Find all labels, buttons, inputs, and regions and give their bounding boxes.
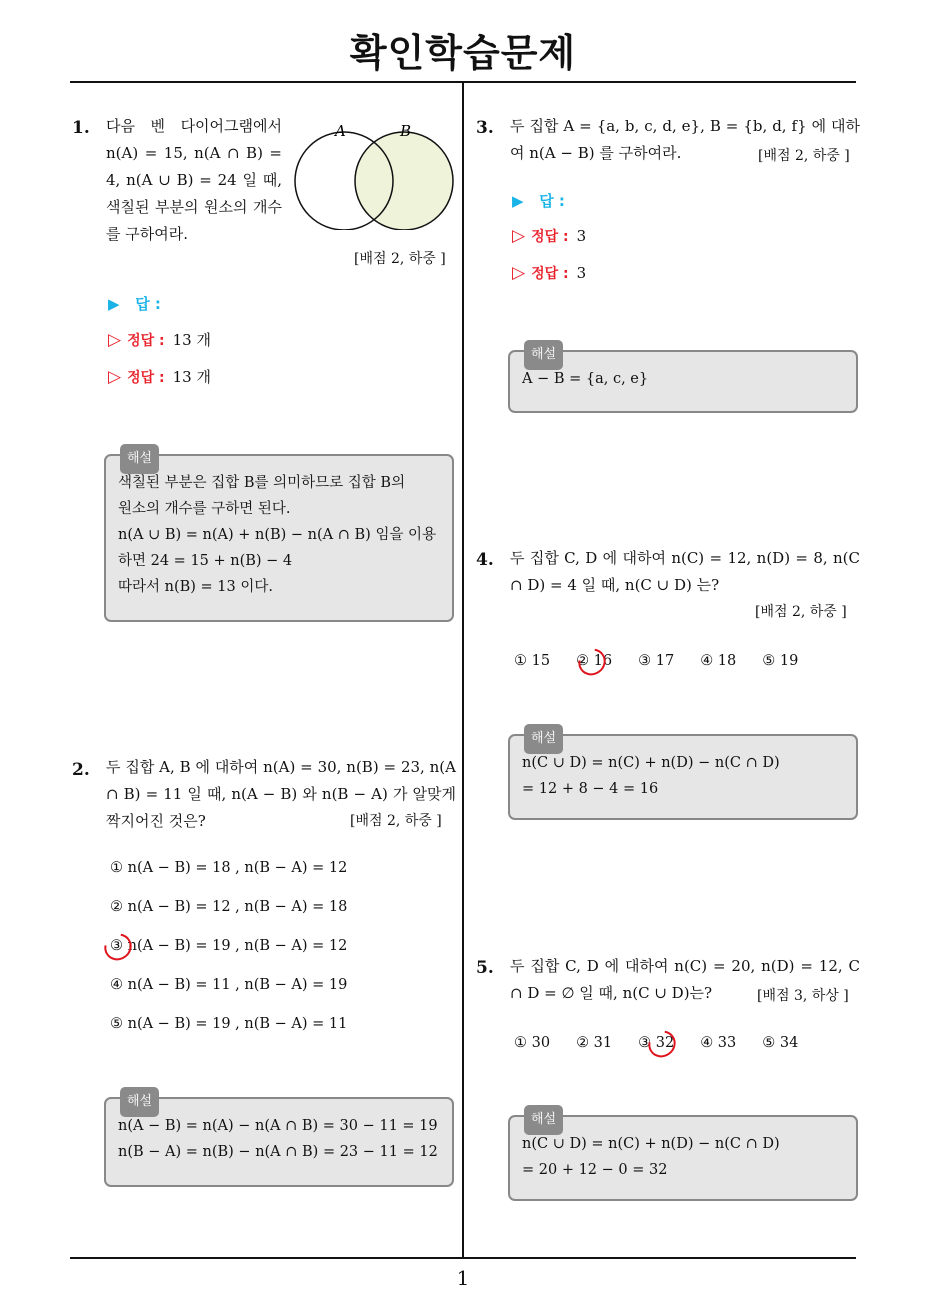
- explanation-tag: 해설: [120, 444, 159, 474]
- correct-value: 13 개: [172, 331, 211, 349]
- option-5: ⑤ 19: [762, 653, 799, 669]
- explanation-box: [508, 731, 858, 820]
- explanation-line: n(A − B) = n(A) − n(A ∩ B) = 30 − 11 = 19: [118, 1118, 438, 1134]
- triangle-icon: ▷: [512, 263, 526, 283]
- venn-label-b: B: [400, 122, 412, 140]
- play-icon: ▶: [512, 192, 524, 210]
- question-number: 1.: [72, 118, 90, 138]
- correct-answer-row: [512, 226, 586, 246]
- explanation-line: n(C ∪ D) = n(C) + n(D) − n(C ∩ D): [522, 755, 780, 771]
- question-number: 4.: [476, 550, 494, 570]
- option-4: ④ n(A − B) = 11 , n(B − A) = 19: [110, 977, 348, 993]
- triangle-icon: ▷: [512, 226, 526, 246]
- points-label: [배점 2, 하중 ]: [755, 604, 847, 620]
- option-5: ⑤ n(A − B) = 19 , n(B − A) = 11: [110, 1016, 348, 1032]
- question-number: 5.: [476, 958, 494, 978]
- play-icon: ▶: [108, 295, 120, 313]
- footer-rule: [70, 1257, 856, 1259]
- correct-value: 3: [576, 264, 587, 282]
- explanation-line: 원소의 개수를 구하면 된다.: [118, 501, 291, 517]
- explanation-box: [508, 347, 858, 413]
- option-4: ④ 33: [700, 1035, 737, 1051]
- question-text: 두 집합 A, B 에 대하여 n(A) = 30, n(B) = 23, n(A ∩ B) = 11 일 때, n(A − B) 와 n(B − A) 가 알맞게 짝지어진 것은?: [106, 758, 456, 830]
- triangle-icon: ▷: [108, 329, 122, 350]
- options-row: [514, 653, 824, 669]
- option-2: ② 31: [576, 1035, 613, 1051]
- explanation-box: [104, 451, 454, 622]
- explanation-line: n(A ∪ B) = n(A) + n(B) − n(A ∩ B) 임을 이용: [118, 527, 437, 543]
- explanation-line: 색칠된 부분은 집합 B를 의미하므로 집합 B의: [118, 475, 406, 491]
- correct-value: 13 개: [172, 368, 211, 386]
- question-text: 다음 벤 다이어그램에서 n(A) = 15, n(A ∩ B) = 4, n(A ∪ B) = 24 일 때, 색칠된 부분의 원소의 개수를 구하여라.: [106, 117, 282, 243]
- question-text: 두 집합 C, D 에 대하여 n(C) = 20, n(D) = 12, C ∩ D = ∅ 일 때, n(C ∪ D)는?: [510, 957, 860, 1002]
- question-number: 3.: [476, 118, 494, 138]
- option-3: ③ 17: [638, 653, 675, 669]
- venn-diagram: [290, 118, 460, 230]
- answer-label: 답 :: [539, 192, 565, 210]
- explanation-line: = 20 + 12 − 0 = 32: [522, 1162, 668, 1178]
- explanation-tag: 해설: [524, 1105, 563, 1135]
- venn-label-a: A: [335, 122, 346, 140]
- explanation-box: [104, 1094, 454, 1187]
- points-label: [배점 2, 하중 ]: [350, 813, 442, 829]
- triangle-icon: ▷: [108, 366, 122, 387]
- option-1: ① 15: [514, 653, 551, 669]
- points-label: [배점 2, 하중 ]: [758, 148, 850, 164]
- question-number: 2.: [72, 760, 90, 780]
- column-divider: [462, 82, 464, 1258]
- explanation-line: n(B − A) = n(B) − n(A ∩ B) = 23 − 11 = 12: [118, 1144, 438, 1160]
- explanation-line: 하면 24 = 15 + n(B) − 4: [118, 553, 293, 569]
- option-2: ② n(A − B) = 12 , n(B − A) = 18: [110, 899, 348, 915]
- selected-mark-icon: [573, 643, 611, 680]
- explanation-box: [508, 1112, 858, 1201]
- answer-row: [108, 293, 161, 314]
- option-4: ④ 18: [700, 653, 737, 669]
- explanation-tag: 해설: [120, 1087, 159, 1117]
- correct-answer-row: [108, 366, 211, 387]
- correct-value: 3: [576, 227, 587, 245]
- question-text: 두 집합 C, D 에 대하여 n(C) = 12, n(D) = 8, n(C ∩ D) = 4 일 때, n(C ∪ D) 는?: [510, 549, 860, 594]
- correct-answer-row: [108, 329, 211, 350]
- option-1: ① 30: [514, 1035, 551, 1051]
- correct-label: 정답 :: [127, 332, 165, 349]
- explanation-tag: 해설: [524, 724, 563, 754]
- correct-label: 정답 :: [531, 229, 569, 245]
- correct-answer-row: [512, 263, 586, 283]
- option-3: ③ 32: [638, 1035, 675, 1051]
- points-label: [배점 3, 하상 ]: [757, 988, 849, 1004]
- correct-label: 정답 :: [531, 266, 569, 282]
- option-5: ⑤ 34: [762, 1035, 799, 1051]
- page-number: 1: [456, 1266, 470, 1290]
- explanation-line: n(C ∪ D) = n(C) + n(D) − n(C ∩ D): [522, 1136, 780, 1152]
- correct-label: 정답 :: [127, 369, 165, 386]
- option-3: ③ n(A − B) = 19 , n(B − A) = 12: [110, 938, 348, 954]
- explanation-line: A − B = {a, c, e}: [522, 371, 649, 387]
- points-label: [배점 2, 하중 ]: [354, 251, 446, 267]
- answer-label: 답 :: [135, 295, 161, 313]
- explanation-tag: 해설: [524, 340, 563, 370]
- option-2: ② 16: [576, 653, 613, 669]
- explanation-line: 따라서 n(B) = 13 이다.: [118, 579, 273, 595]
- option-1: ① n(A − B) = 18 , n(B − A) = 12: [110, 860, 348, 876]
- selected-mark-icon: [643, 1025, 681, 1062]
- selected-mark-icon: [99, 928, 137, 965]
- question-text: 두 집합 A = {a, b, c, d, e}, B = {b, d, f} 에 대하여 n(A − B) 를 구하여라.: [510, 117, 860, 162]
- explanation-line: = 12 + 8 − 4 = 16: [522, 781, 659, 797]
- page-title: 확인학습문제: [349, 31, 577, 75]
- answer-row: [512, 190, 565, 211]
